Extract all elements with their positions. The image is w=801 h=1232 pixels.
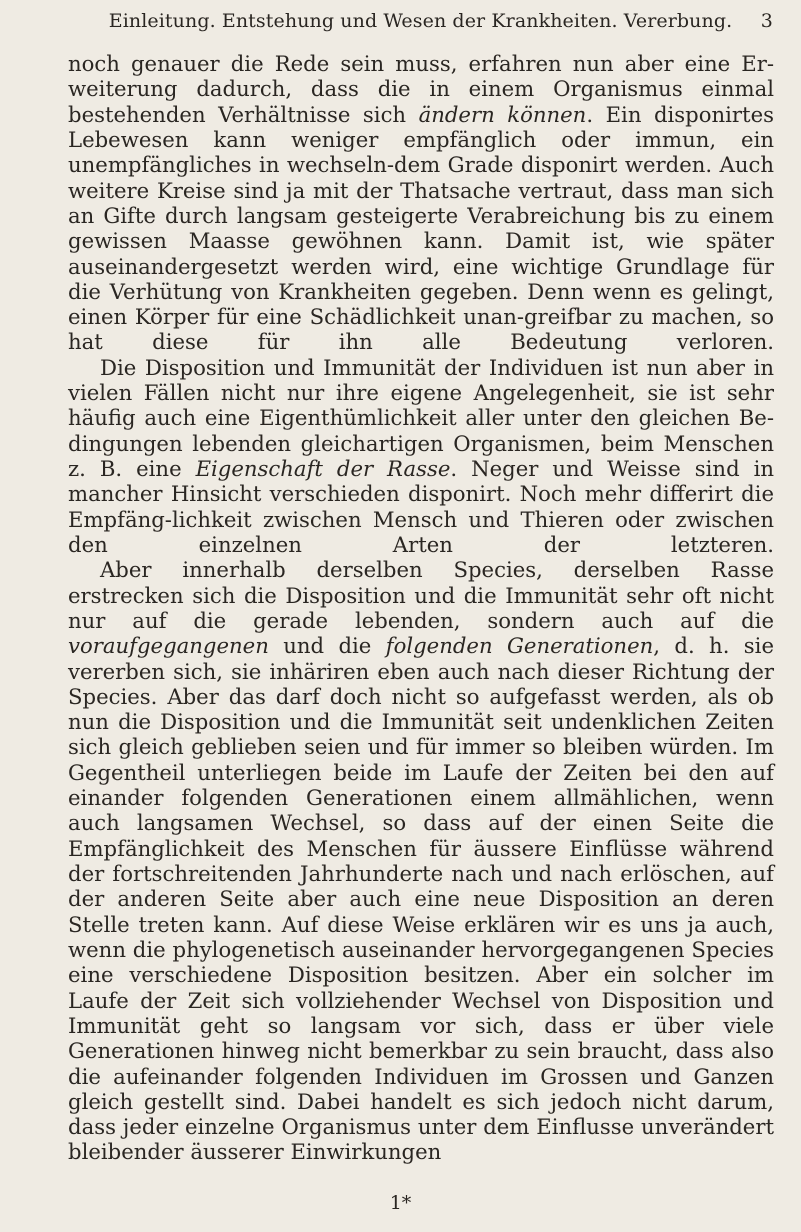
- running-header: [68, 10, 773, 32]
- emphasized-text: folgenden Generationen: [385, 633, 654, 659]
- text-run: , d. h. sie vererben sich, sie inhäriren eben auch nach dieser Richtung der Species. Aber das darf doch nicht so aufgefasst werden, als ob nun die Disposition und die Immunität seit undenklichen Zeiten sich gleich geblieben seien und für immer so bleiben würden. Im Gegentheil unterliegen beide im Laufe der Zeiten bei den auf einander folgenden Generationen einem allmählichen, wenn auch langsamen Wechsel, so dass auf der einen Seite die Empfänglichkeit des Menschen für äussere Einflüsse während der fortschreitenden Jahrhunderte nach und nach erlöschen, auf der anderen Seite aber auch eine neue Disposition an deren Stelle treten kann. Auf diese Weise erklären wir es uns ja auch, wenn die phylogenetisch auseinander hervorgegangenen Species eine verschiedene Disposition besitzen. Aber ein solcher im Laufe der Zeit sich vollziehender Wechsel von Disposition und Immunität geht so langsam vor sich, dass er über viele Generationen hinweg nicht bemerkbar zu sein braucht, dass also die aufeinander folgenden Individuen im Grossen und Ganzen gleich gestellt sind. Dabei handelt es sich jedoch nicht darum, dass jeder einzelne Organismus unter dem Einflusse unverändert bleibender äusserer Einwirkungen: [68, 633, 775, 1165]
- emphasized-text: ändern können: [418, 101, 587, 127]
- running-title: Einleitung. Entstehung und Wesen der Krankheiten. Vererbung.: [108, 10, 733, 32]
- text-run: noch genauer die Rede sein muss, erfahren nun aber eine Er-weiterung dadurch, dass die in einem Organismus einmal bestehenden Verhältnisse sich: [68, 51, 774, 127]
- text-run: . Ein disponirtes Lebewesen kann weniger empfänglich oder immun, ein unempfängliches in wechseln-dem Grade disponirt werden. Auch weitere Kreise sind ja mit der Thatsache vertraut, dass man sich an Gifte durch langsam gesteigerte Verabreichung bis zu einem gewissen Maasse gewöhnen kann. Damit ist, wie später auseinandergesetzt werden wird, eine wichtige Grundlage für die Verhütung von Krankheiten gegeben. Denn wenn es gelingt, einen Körper für eine Schädlichkeit unan-greifbar zu machen, so hat diese für ihn alle Bedeutung verloren.: [68, 101, 774, 355]
- body-text: [68, 51, 774, 1165]
- text-run: Aber innerhalb derselben Species, derselben Rasse erstrecken sich die Disposition und die Immunität sehr oft nicht nur auf die gerade lebenden, sondern auch auf die: [68, 557, 774, 633]
- paragraph-1: [68, 51, 774, 355]
- text-run: . Neger und Weisse sind in mancher Hinsicht verschieden disponirt. Noch mehr differirt die Empfäng-lichkeit zwischen Mensch und Thieren oder zwischen den einzelnen Arten der letzteren.: [68, 456, 774, 557]
- paragraph-2: [68, 355, 774, 558]
- signature-mark: 1*: [389, 1192, 412, 1214]
- emphasized-text: voraufgegangenen: [68, 633, 269, 659]
- text-run: und die: [268, 633, 386, 659]
- paragraph-3: [68, 557, 774, 1165]
- page-number: 3: [760, 10, 773, 32]
- text-run: Die Disposition und Immunität der Individuen ist nun aber in vielen Fällen nicht nur ihre eigene Angelegenheit, sie ist sehr häufig auch eine Eigenthümlichkeit aller unter den gleichen Be-dingungen lebenden gleichartigen Organismen, beim Menschen z. B. eine: [68, 354, 774, 481]
- emphasized-text: Eigenschaft der Rasse: [195, 456, 451, 481]
